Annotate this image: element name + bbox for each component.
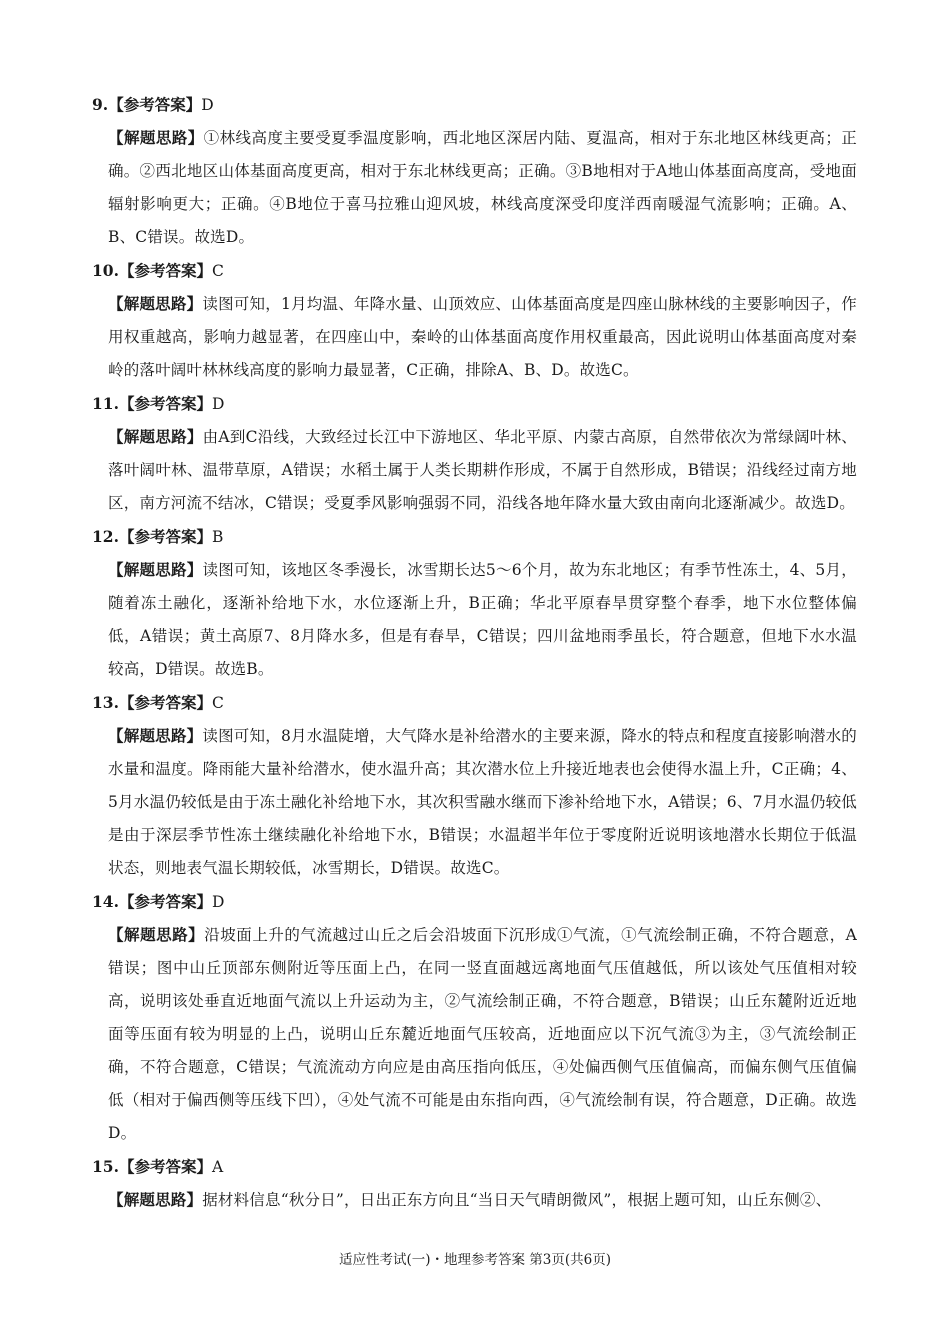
answer-tag: 【参考答案】	[118, 261, 212, 280]
answer-line	[92, 254, 857, 287]
analysis-text: 沿坡面上升的气流越过山丘之后会沿坡面下沉形成①气流，①气流绘制正确，不符合题意，A错误；图中山丘顶部东侧附近等压面上凸，在同一竖直面越远离地面气压值越低，所以该处气压值相对较高，说明该处垂直近地面气流以上升运动为主，②气流绘制正确，不符合题意，B错误；山丘东麓附近近地面等压面有较为明显的上凸，说明山丘东麓近地面气压较高，近地面应以下沉气流③为主，③气流绘制正确，不符合题意，C错误；气流流动方向应是由高压指向低压，④处偏西侧气压值偏高，而偏东侧气压值偏低（相对于偏西侧等压线下凹），④处气流不可能是由东指向西，④气流绘制有误，符合题意，D正确。故选D。	[108, 926, 857, 1142]
analysis-paragraph	[92, 420, 857, 520]
analysis-text: 由A到C沿线，大致经过长江中下游地区、华北平原、内蒙古高原，自然带依次为常绿阔叶林、落叶阔叶林、温带草原，A错误；水稻土属于人类长期耕作形成，不属于自然形成，B错误；沿线经过南方地区，南方河流不结冰，C错误；受夏季风影响强弱不同，沿线各地年降水量大致由南向北逐渐减少。故选D。	[108, 428, 858, 512]
analysis-text: ①林线高度主要受夏季温度影响，西北地区深居内陆、夏温高，相对于东北地区林线更高；正确。②西北地区山体基面高度更高，相对于东北林线更高；正确。③B地相对于A地山体基面高度高，受地面辐射影响更大；正确。④B地位于喜马拉雅山迎风坡，林线高度深受印度洋西南暖湿气流影响；正确。A、B、C错误。故选D。	[108, 129, 858, 246]
answer-tag: 【参考答案】	[118, 527, 212, 546]
answer-value: D	[201, 96, 214, 114]
analysis-paragraph	[92, 121, 857, 254]
question-number: 9.	[92, 95, 109, 114]
answer-line	[92, 387, 857, 420]
answer-tag: 【参考答案】	[118, 693, 212, 712]
analysis-tag: 【解题思路】	[108, 925, 205, 944]
analysis-tag: 【解题思路】	[108, 427, 203, 446]
analysis-tag: 【解题思路】	[108, 726, 203, 745]
question-13	[92, 686, 857, 885]
analysis-text: 读图可知，1月均温、年降水量、山顶效应、山体基面高度是四座山脉林线的主要影响因子，作用权重越高，影响力越显著，在四座山中，秦岭的山体基面高度作用权重最高，因此说明山体基面高度对秦岭的落叶阔叶林林线高度的影响力最显著，C正确，排除A、B、D。故选C。	[108, 295, 858, 379]
answer-value: D	[211, 395, 225, 413]
analysis-paragraph	[92, 553, 857, 686]
answer-value: D	[211, 893, 225, 911]
answer-tag: 【参考答案】	[118, 394, 212, 413]
question-number: 11.	[92, 394, 119, 413]
question-12	[92, 520, 857, 686]
question-number: 10.	[92, 261, 119, 280]
answer-tag: 【参考答案】	[108, 95, 202, 114]
analysis-tag: 【解题思路】	[108, 128, 204, 147]
question-number: 12.	[92, 527, 119, 546]
question-number: 14.	[92, 892, 119, 911]
question-11	[92, 387, 857, 520]
answer-value: C	[211, 262, 224, 280]
analysis-tag: 【解题思路】	[108, 560, 203, 579]
analysis-text: 读图可知，该地区冬季漫长，冰雪期长达5～6个月，故为东北地区；有季节性冻土，4、5月，随着冻土融化，逐渐补给地下水，水位逐渐上升，B正确；华北平原春旱贯穿整个春季，地下水位整体偏低，A错误；黄土高原7、8月降水多，但是有春旱，C错误；四川盆地雨季虽长，符合题意，但地下水水温较高，D错误。故选B。	[108, 561, 857, 678]
answer-line	[92, 686, 857, 719]
answer-value: A	[211, 1158, 224, 1176]
analysis-tag: 【解题思路】	[108, 1190, 203, 1209]
answer-tag: 【参考答案】	[118, 1157, 212, 1176]
question-9	[92, 88, 857, 254]
answer-line	[92, 520, 857, 553]
analysis-paragraph	[92, 287, 857, 387]
question-number: 15.	[92, 1157, 119, 1176]
question-15	[92, 1150, 857, 1217]
analysis-paragraph	[92, 719, 857, 885]
analysis-text: 读图可知，8月水温陡增，大气降水是补给潜水的主要来源，降水的特点和程度直接影响潜水的水量和温度。降雨能大量补给潜水，使水温升高；其次潜水位上升接近地表也会使得水温上升，C正确；4、5月水温仍较低是由于冻土融化补给地下水，其次积雪融水继而下渗补给地下水，A错误；6、7月水温仍较低是由于深层季节性冻土继续融化补给地下水，B错误；水温超半年位于零度附近说明该地潜水长期位于低温状态，则地表气温长期较低，冰雪期长，D错误。故选C。	[108, 727, 858, 877]
analysis-tag: 【解题思路】	[108, 294, 203, 313]
question-number: 13.	[92, 693, 119, 712]
answer-content	[92, 88, 857, 1217]
question-14	[92, 885, 857, 1150]
analysis-paragraph	[92, 1183, 857, 1217]
question-10	[92, 254, 857, 387]
answer-tag: 【参考答案】	[118, 892, 212, 911]
answer-line	[92, 885, 857, 918]
answer-value: C	[211, 694, 224, 712]
analysis-paragraph	[92, 918, 857, 1150]
answer-line	[92, 1150, 857, 1183]
answer-line	[92, 88, 857, 121]
page-footer: 适应性考试(一)・地理参考答案 第3页(共6页)	[338, 1252, 612, 1268]
analysis-text: 据材料信息“秋分日”，日出正东方向且“当日天气晴朗微风”，根据上题可知，山丘东侧②、	[202, 1191, 832, 1209]
answer-value: B	[211, 528, 224, 546]
